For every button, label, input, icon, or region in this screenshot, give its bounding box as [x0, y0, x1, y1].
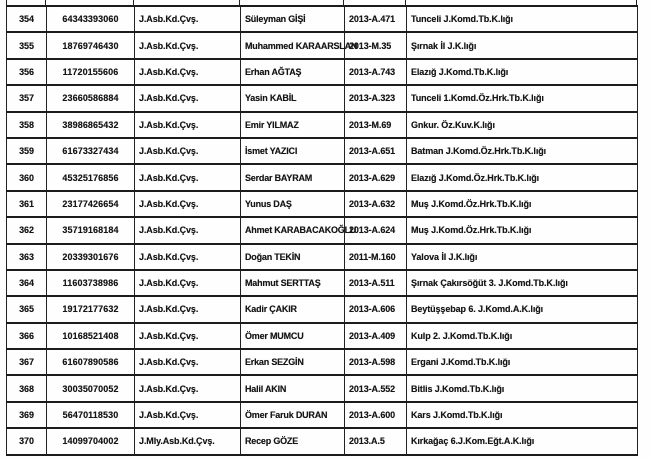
- unit-cell: Batman J.Komd.Öz.Hrk.Tb.K.lığı: [407, 138, 638, 164]
- decree-number-cell: 2013-M.35: [345, 32, 407, 58]
- row-number-cell: 361: [7, 191, 47, 217]
- row-number-cell: 368: [7, 375, 47, 401]
- rank-cell: J.Asb.Kd.Çvş.: [135, 296, 241, 322]
- rank-cell: J.Asb.Kd.Çvş.: [135, 402, 241, 428]
- row-number-cell: 358: [7, 112, 47, 138]
- name-cell: Kadir ÇAKIR: [241, 296, 345, 322]
- table-row: [7, 402, 638, 428]
- table-row: [7, 6, 638, 32]
- table-row: [7, 428, 638, 454]
- unit-cell: Tunceli 1.Komd.Öz.Hrk.Tb.K.lığı: [407, 85, 638, 111]
- decree-number-cell: 2013-A.632: [345, 191, 407, 217]
- table-row: [7, 85, 638, 111]
- row-number-cell: 363: [7, 244, 47, 270]
- row-number-cell: 357: [7, 85, 47, 111]
- table-row: [7, 138, 638, 164]
- name-cell: Halil AKIN: [241, 375, 345, 401]
- name-cell: Erhan AĞTAŞ: [241, 59, 345, 85]
- row-number-cell: 354: [7, 6, 47, 32]
- row-number-cell: 367: [7, 349, 47, 375]
- table-row: [7, 323, 638, 349]
- national-id-cell: 61673327434: [47, 138, 135, 164]
- name-cell: Ömer Faruk DURAN: [241, 402, 345, 428]
- personnel-table-body: [7, 6, 638, 455]
- row-number-cell: 356: [7, 59, 47, 85]
- unit-cell: Elazığ J.Komd.Öz.Hrk.Tb.K.lığı: [407, 164, 638, 190]
- rank-cell: J.Asb.Kd.Çvş.: [135, 217, 241, 243]
- unit-cell: Muş J.Komd.Öz.Hrk.Tb.K.lığı: [407, 191, 638, 217]
- decree-number-cell: 2013.A.5: [345, 428, 407, 454]
- decree-number-cell: 2011-M.160: [345, 244, 407, 270]
- national-id-cell: 19172177632: [47, 296, 135, 322]
- rank-cell: J.Asb.Kd.Çvş.: [135, 164, 241, 190]
- name-cell: İsmet YAZICI: [241, 138, 345, 164]
- national-id-cell: 35719168184: [47, 217, 135, 243]
- name-cell: Yunus DAŞ: [241, 191, 345, 217]
- unit-cell: Muş J.Komd.Öz.Hrk.Tb.K.lığı: [407, 217, 638, 243]
- rank-cell: J.Asb.Kd.Çvş.: [135, 85, 241, 111]
- rank-cell: J.Asb.Kd.Çvş.: [135, 349, 241, 375]
- rank-cell: J.Asb.Kd.Çvş.: [135, 323, 241, 349]
- name-cell: Doğan TEKİN: [241, 244, 345, 270]
- unit-cell: Yalova İl J.K.lığı: [407, 244, 638, 270]
- rank-cell: J.Asb.Kd.Çvş.: [135, 112, 241, 138]
- decree-number-cell: 2013-A.629: [345, 164, 407, 190]
- national-id-cell: 61607890586: [47, 349, 135, 375]
- rank-cell: J.Asb.Kd.Çvş.: [135, 191, 241, 217]
- table-row: [7, 244, 638, 270]
- decree-number-cell: 2013-A.600: [345, 402, 407, 428]
- national-id-cell: 56470118530: [47, 402, 135, 428]
- row-number-cell: 355: [7, 32, 47, 58]
- national-id-cell: 11720155606: [47, 59, 135, 85]
- table-row: [7, 112, 638, 138]
- row-number-cell: 365: [7, 296, 47, 322]
- unit-cell: Şırnak İl J.K.lığı: [407, 32, 638, 58]
- name-cell: Yasin KABİL: [241, 85, 345, 111]
- row-number-cell: 369: [7, 402, 47, 428]
- row-number-cell: 359: [7, 138, 47, 164]
- rank-cell: J.Asb.Kd.Çvş.: [135, 244, 241, 270]
- row-number-cell: 362: [7, 217, 47, 243]
- national-id-cell: 23177426654: [47, 191, 135, 217]
- decree-number-cell: 2013-A.651: [345, 138, 407, 164]
- name-cell: Ömer MUMCU: [241, 323, 345, 349]
- table-row: [7, 59, 638, 85]
- decree-number-cell: 2013-M.69: [345, 112, 407, 138]
- national-id-cell: 14099704002: [47, 428, 135, 454]
- table-row: [7, 217, 638, 243]
- national-id-cell: 64343393060: [47, 6, 135, 32]
- name-cell: Muhammed KARAARSLAN: [241, 32, 345, 58]
- decree-number-cell: 2013-A.409: [345, 323, 407, 349]
- unit-cell: Beytüşşebap 6. J.Komd.A.K.lığı: [407, 296, 638, 322]
- table-row: [7, 32, 638, 58]
- unit-cell: Kulp 2. J.Komd.Tb.K.lığı: [407, 323, 638, 349]
- national-id-cell: 45325176856: [47, 164, 135, 190]
- personnel-table: [6, 5, 638, 456]
- decree-number-cell: 2013-A.323: [345, 85, 407, 111]
- unit-cell: Gnkur. Öz.Kuv.K.lığı: [407, 112, 638, 138]
- decree-number-cell: 2013-A.471: [345, 6, 407, 32]
- unit-cell: Kars J.Komd.Tb.K.lığı: [407, 402, 638, 428]
- decree-number-cell: 2013-A.511: [345, 270, 407, 296]
- rank-cell: J.Asb.Kd.Çvş.: [135, 270, 241, 296]
- rank-cell: J.Mly.Asb.Kd.Çvş.: [135, 428, 241, 454]
- rank-cell: J.Asb.Kd.Çvş.: [135, 59, 241, 85]
- row-number-cell: 370: [7, 428, 47, 454]
- decree-number-cell: 2013-A.606: [345, 296, 407, 322]
- table-row: [7, 191, 638, 217]
- rank-cell: J.Asb.Kd.Çvş.: [135, 32, 241, 58]
- national-id-cell: 11603738986: [47, 270, 135, 296]
- rank-cell: J.Asb.Kd.Çvş.: [135, 375, 241, 401]
- name-cell: Erkan SEZGİN: [241, 349, 345, 375]
- national-id-cell: 30035070052: [47, 375, 135, 401]
- national-id-cell: 18769746430: [47, 32, 135, 58]
- rank-cell: J.Asb.Kd.Çvş.: [135, 138, 241, 164]
- unit-cell: Tunceli J.Komd.Tb.K.lığı: [407, 6, 638, 32]
- unit-cell: Ergani J.Komd.Tb.K.lığı: [407, 349, 638, 375]
- name-cell: Mahmut SERTTAŞ: [241, 270, 345, 296]
- row-number-cell: 360: [7, 164, 47, 190]
- row-number-cell: 364: [7, 270, 47, 296]
- name-cell: Ahmet KARABACAKOĞLU: [241, 217, 345, 243]
- national-id-cell: 38986865432: [47, 112, 135, 138]
- name-cell: Emir YILMAZ: [241, 112, 345, 138]
- row-number-cell: 366: [7, 323, 47, 349]
- national-id-cell: 23660586884: [47, 85, 135, 111]
- decree-number-cell: 2013-A.552: [345, 375, 407, 401]
- decree-number-cell: 2013-A.624: [345, 217, 407, 243]
- unit-cell: Elazığ J.Komd.Tb.K.lığı: [407, 59, 638, 85]
- name-cell: Serdar BAYRAM: [241, 164, 345, 190]
- unit-cell: Kırkağaç 6.J.Kom.Eğt.A.K.lığı: [407, 428, 638, 454]
- unit-cell: Şırnak Çakırsöğüt 3. J.Komd.Tb.K.lığı: [407, 270, 638, 296]
- table-row: [7, 270, 638, 296]
- name-cell: Recep GÖZE: [241, 428, 345, 454]
- table-row: [7, 296, 638, 322]
- unit-cell: Bitlis J.Komd.Tb.K.lığı: [407, 375, 638, 401]
- national-id-cell: 10168521408: [47, 323, 135, 349]
- national-id-cell: 20339301676: [47, 244, 135, 270]
- name-cell: Süleyman GİŞİ: [241, 6, 345, 32]
- table-row: [7, 349, 638, 375]
- decree-number-cell: 2013-A.598: [345, 349, 407, 375]
- table-row: [7, 375, 638, 401]
- table-row: [7, 164, 638, 190]
- decree-number-cell: 2013-A.743: [345, 59, 407, 85]
- rank-cell: J.Asb.Kd.Çvş.: [135, 6, 241, 32]
